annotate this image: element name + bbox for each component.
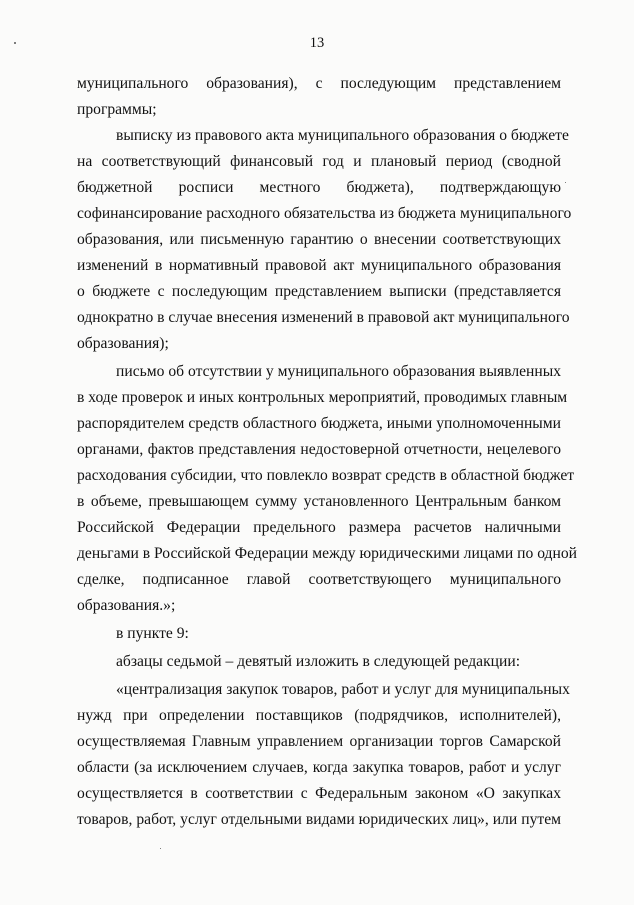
text-line: абзацы седьмой – девятый изложить в следующей редакции: <box>116 653 521 670</box>
text-line: муниципального образования), с последующим представлением <box>77 75 561 92</box>
text-line: деньгами в Российской Федерации между юридическими лицами по одной <box>77 545 577 562</box>
text-line: распорядителем средств областного бюджета, иными уполномоченными <box>77 415 561 432</box>
text-line: нужд при определении поставщиков (подрядчиков, исполнителей), <box>77 707 561 724</box>
text-line: в пункте 9: <box>116 625 189 642</box>
page-number: 13 <box>309 35 325 51</box>
text-line: изменений в нормативный правовой акт муниципального образования <box>77 257 561 274</box>
text-line: образования.»; <box>77 597 176 614</box>
text-line: области (за исключением случаев, когда закупка товаров, работ и услуг <box>77 759 561 776</box>
text-line: однократно в случае внесения изменений в правовой акт муниципального <box>77 309 570 326</box>
text-line: бюджетной росписи местного бюджета), подтверждающую <box>77 179 561 196</box>
text-line: образования, или письменную гарантию о внесении соответствующих <box>77 231 561 248</box>
text-line: сделке, подписанное главой соответствующего муниципального <box>77 571 561 588</box>
text-line: Российской Федерации предельного размера расчетов наличными <box>77 519 561 536</box>
text-line: образования); <box>77 335 169 352</box>
text-line: программы; <box>77 101 157 118</box>
text-line: «централизация закупок товаров, работ и услуг для муниципальных <box>116 681 570 698</box>
text-line: софинансирование расходного обязательства из бюджета муниципального <box>77 205 572 222</box>
text-line: выписку из правового акта муниципального образования о бюджете <box>116 127 569 144</box>
scan-speck <box>160 848 161 849</box>
text-line: осуществляемая Главным управлением организации торгов Самарской <box>77 733 561 750</box>
text-line: в ходе проверок и иных контрольных мероприятий, проводимых главным <box>77 389 568 406</box>
text-line: письмо об отсутствии у муниципального образования выявленных <box>116 363 561 380</box>
scan-speck <box>14 42 16 44</box>
scan-speck <box>565 182 566 183</box>
text-line: осуществляется в соответствии с Федеральным законом «О закупках <box>77 785 561 802</box>
text-line: органами, фактов представления недостоверной отчетности, нецелевого <box>77 441 561 458</box>
text-line: в объеме, превышающем сумму установленного Центральным банком <box>77 493 561 510</box>
text-line: расходования субсидии, что повлекло возврат средств в областной бюджет <box>77 467 575 484</box>
text-line: о бюджете с последующим представлением выписки (представляется <box>77 283 561 300</box>
text-line: на соответствующий финансовый год и плановый период (сводной <box>77 153 561 170</box>
text-line: товаров, работ, услуг отдельными видами юридических лиц», или путем <box>77 811 561 828</box>
